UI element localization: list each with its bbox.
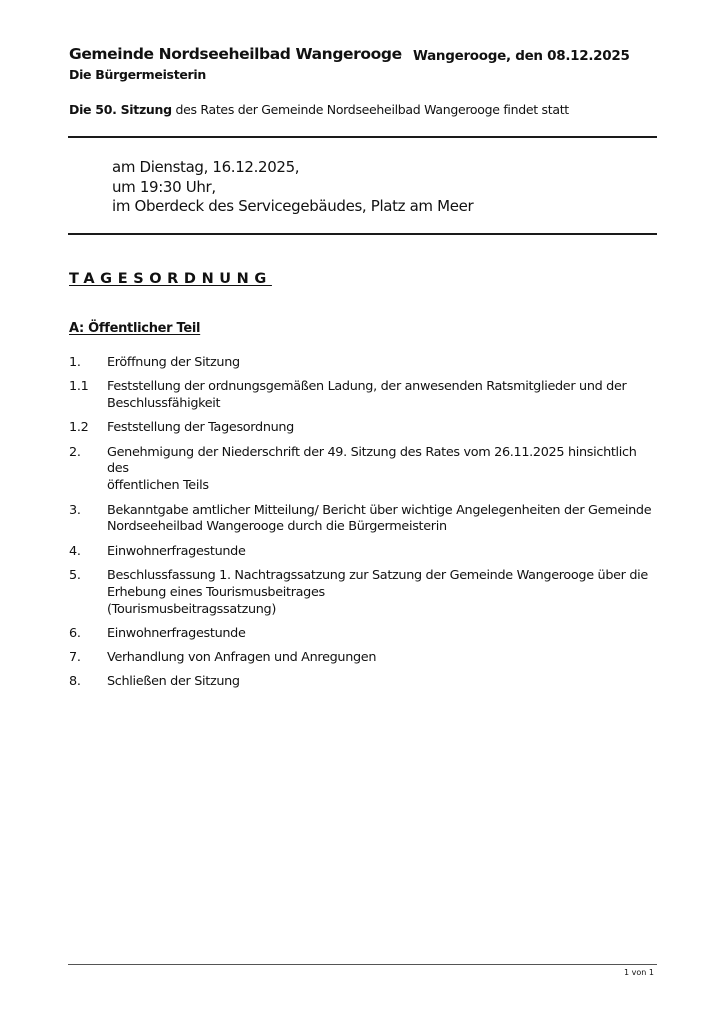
mayor-subtitle: Die Bürgermeisterin — [69, 67, 207, 82]
agenda-item — [69, 420, 659, 437]
agenda-item — [69, 650, 659, 667]
meeting-date: am Dienstag, 16.12.2025, — [112, 158, 300, 176]
agenda-item — [69, 674, 659, 691]
agenda-item-number: 1.2 — [69, 420, 89, 436]
agenda-item-text: Einwohnerfragestunde — [107, 543, 246, 559]
session-number: Die 50. Sitzung — [69, 102, 172, 117]
agenda-item-number: 2. — [69, 444, 81, 460]
agenda-item — [69, 568, 659, 618]
page-number: 1 von 1 — [624, 968, 654, 977]
agenda-item-number: 1. — [69, 355, 81, 370]
agenda-item-text: Genehmigung der Niederschrift der 49. Sitzung des Rates vom 26.11.2025 hinsichtlich des öffentlichen Teils — [107, 444, 637, 494]
agenda-item-text: Bekanntgabe amtlicher Mitteilung/ Bericht über wichtige Angelegenheiten der Gemeinde Nordseeheilbad Wangerooge durch die Bürgermeisterin — [107, 502, 652, 535]
agenda-item-text: Verhandlung von Anfragen und Anregungen — [107, 650, 377, 666]
municipality-title: Gemeinde Nordseeheilbad Wangerooge — [69, 45, 402, 63]
agenda-item-number: 4. — [69, 543, 81, 559]
footer-divider — [68, 964, 657, 965]
meeting-time: um 19:30 Uhr, — [112, 177, 216, 196]
agenda-item — [69, 355, 659, 372]
agenda-item — [69, 626, 659, 643]
agenda-item-number: 1.1 — [69, 379, 89, 395]
section-title: A: Öffentlicher Teil — [69, 321, 201, 336]
agenda-item — [69, 379, 659, 413]
agenda-item — [69, 544, 659, 561]
agenda-item-number: 3. — [69, 502, 81, 518]
agenda-item — [69, 503, 659, 537]
agenda-item-text: Schließen der Sitzung — [107, 674, 240, 690]
intro-line — [69, 102, 569, 117]
agenda-item-text: Eröffnung der Sitzung — [107, 355, 240, 370]
intro-text: des Rates der Gemeinde Nordseeheilbad Wangerooge findet statt — [171, 102, 569, 117]
agenda-item-text: Beschlussfassung 1. Nachtragssatzung zur Satzung der Gemeinde Wangerooge über die Erhebung eines Tourismusbeitrages (Tourismusbeitragssatzung) — [107, 567, 648, 617]
agenda-item-number: 6. — [69, 625, 81, 641]
bottom-divider — [68, 233, 657, 235]
top-divider — [68, 136, 657, 138]
agenda-item-number: 8. — [69, 674, 81, 690]
agenda-item-number: 7. — [69, 650, 81, 666]
meeting-details — [112, 158, 473, 217]
agenda-item-number: 5. — [69, 567, 81, 583]
agenda-heading: TAGESORDNUNG — [69, 271, 272, 287]
agenda-item-text: Feststellung der Tagesordnung — [107, 420, 294, 436]
agenda-item-text: Feststellung der ordnungsgemäßen Ladung, der anwesenden Ratsmitglieder und der Beschlussfähigkeit — [107, 379, 627, 412]
place-date: Wangerooge, den 08.12.2025 — [413, 48, 630, 64]
agenda-list — [69, 355, 659, 699]
agenda-item — [69, 445, 659, 495]
agenda-item-text: Einwohnerfragestunde — [107, 625, 246, 641]
meeting-location: im Oberdeck des Servicegebäudes, Platz am Meer — [112, 197, 474, 215]
